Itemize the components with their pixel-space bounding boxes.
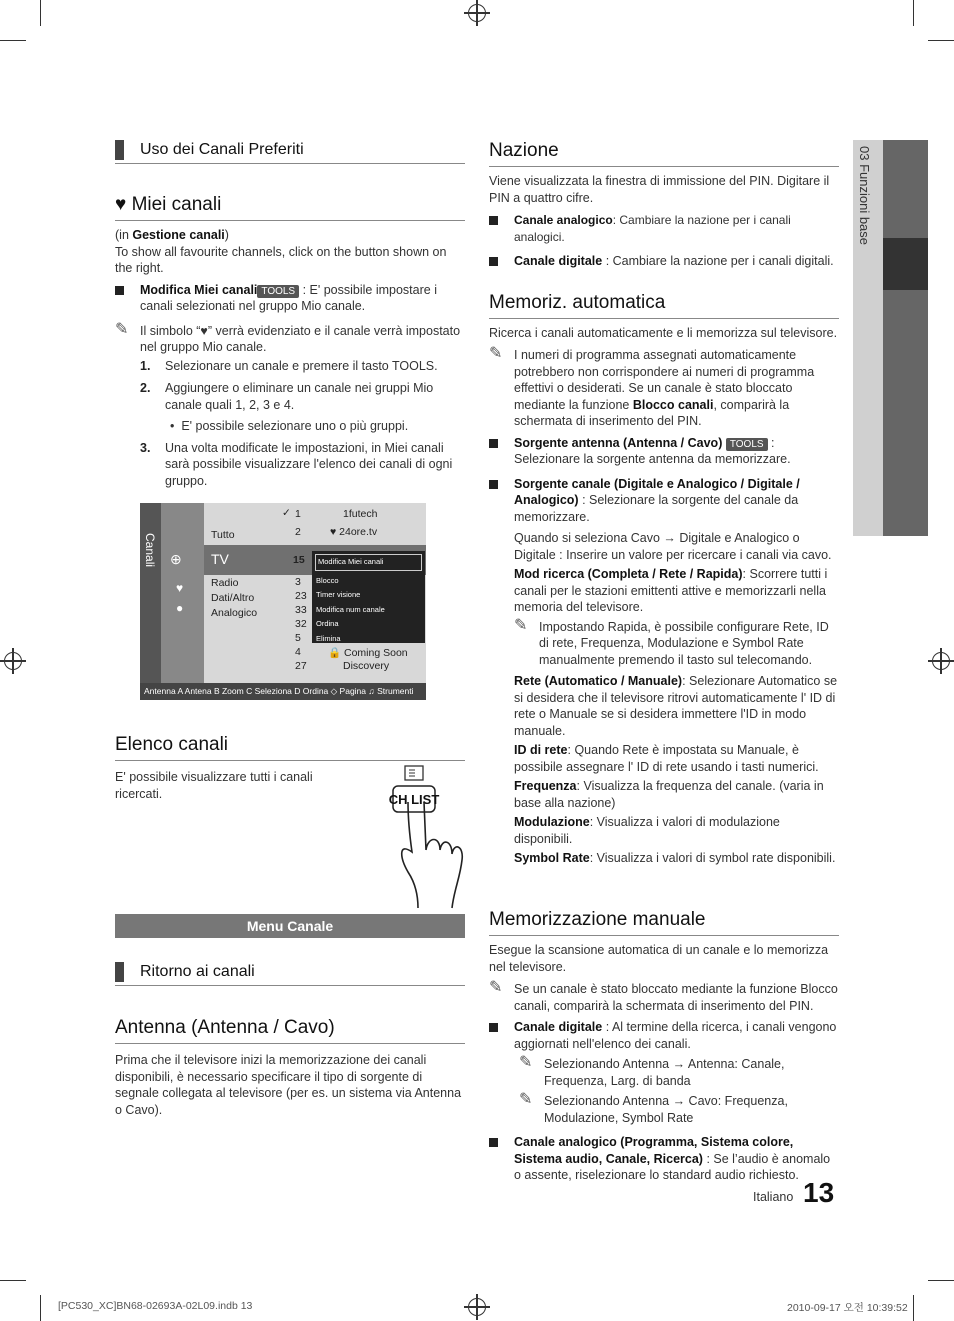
registration-mark-icon <box>932 652 950 670</box>
registration-mark-icon <box>4 652 22 670</box>
note-item: ✎ Se un canale è stato bloccato mediante la funzione Blocco canali, comparirà la schermata di inserimento del PIN. <box>489 979 838 1013</box>
bullet-item: Sorgente antenna (Antenna / Cavo) TOOLS : Selezionare la sorgente antenna da memorizzare. <box>489 435 839 468</box>
right-column: Nazione Viene visualizzata la finestra di immissione del PIN. Digitare il PIN a quattro cifre. Canale analogico: Cambiare la nazione per i canali analogici. Canale digitale : Cambiare la nazione per i canali digitali. Memoriz. automatica Ricerca i canali automaticamente e li memorizza sul televisore. ✎ I numeri di programma assegnati automaticamente potrebbero non corrispondere ai numeri di programma effettivi o desiderati. Se un canale è stato bloccato mediante la funzione Blocco canali, comparirà la schermata di inserimento del PIN. Sorgente antenna (Antenna / Cavo) TOOLS : Selezionare la sorgente antenna da memorizzare. Sorgente canale (Digitale e Analogico / Digitale / Analogico) : Selezionare la sorgente del canale da memorizzare. Quando si seleziona Cavo → Digitale e Analogico o Digitale : Inserire un valore per ricercare i canali via cavo. Mod ricerca (Completa / Rete / Rapida): Scorrere tutti i canali per le stazioni emittenti attive e memorizzarli nella memoria del televisore. ✎ Impostando Rapida, è possibile configurare Rete, ID di rete, Frequenza, Modulazione e Symbol Rate manualmente premendo il tasto sul telecomando. Rete (Automatico / Manuale): Selezionare Automatico se si desidera che il televisore ritrovi automaticamente l' ID di rete o Manuale se si desidera immettere l'ID in modo manuale. ID di rete: Quando Rete è impostata su Manuale, è possibile assegnare l' ID di rete usando i tasti numerici. Frequenza: Visualizza la frequenza del canale. (varia in base alla nazione) Modulazione: Visualizza i valori di modulazione disponibili. Symbol Rate: Visualizza i valori di symbol rate disponibili. <box>489 140 838 865</box>
heading-antenna: Antenna (Antenna / Cavo) <box>115 1017 465 1044</box>
text: To show all favourite channels, click on the button shown on the right. <box>115 244 447 275</box>
crop-mark <box>40 1295 41 1321</box>
crop-mark <box>913 0 914 26</box>
check-icon: ✓ <box>282 507 291 519</box>
section-antenna: Antenna (Antenna / Cavo) Prima che il televisore inizi la memorizzazione dei canali disponibili, è necessario specificare il tipo di sorgente di segnale collegata al televisore (per es. un sistema via Antenna o Cavo). <box>115 1017 465 1118</box>
bullet-item: Modifica Miei canali TOOLS : E' possibile impostare i canali selezionati nel gruppo Mio canale. <box>115 282 465 315</box>
page-language: Italiano <box>753 1190 794 1204</box>
chapter-tab <box>853 140 928 536</box>
crop-mark <box>40 0 41 26</box>
heart-icon: ♥ <box>176 581 184 595</box>
pencil-icon: ✎ <box>115 320 129 338</box>
sub-bullet: • E' possibile selezionare uno o più gruppi. <box>170 419 409 433</box>
crop-mark <box>0 1280 26 1281</box>
tools-icon: TOOLS <box>257 285 299 298</box>
note-item: ✎ Selezionando Antenna → Antenna: Canale, Frequenza, Larg. di banda <box>519 1054 785 1088</box>
heading-memoriz: Memoriz. automatica <box>489 292 839 319</box>
note-item: ✎ Impostando Rapida, è possibile configurare Rete, ID di rete, Frequenza, Modulazione e Symbol Rate manualmente premendo il tasto sul telecomando. <box>514 616 829 667</box>
osd-bottom-bar: Antenna A Antena B Zoom C Seleziona D Ordina ◇ Pagina ♫ Strumenti <box>140 683 426 700</box>
svg-text:CH LIST: CH LIST <box>388 792 440 807</box>
tools-icon: TOOLS <box>726 438 768 451</box>
section-ritorno: Ritorno ai canali <box>115 962 465 986</box>
osd-cat-tv: TV <box>211 551 229 567</box>
pencil-icon: ✎ <box>519 1054 533 1071</box>
section-elenco: Elenco canali E' possibile visualizzare tutti i canali ricercati. <box>115 734 465 802</box>
bullet-item: Canale digitale : Cambiare la nazione per i canali digitali. <box>489 253 839 270</box>
globe-icon: ● <box>176 601 184 615</box>
osd-cat-analogico: Analogico <box>211 607 258 619</box>
section-manuale: Memorizzazione manuale Esegue la scansione automatica di un canale e lo memorizza nel televisore. ✎ Se un canale è stato bloccato mediante la funzione Blocco canali, comparirà la schermata di inserimento del PIN. Canale digitale : Al termine della ricerca, i canali vengono aggiornati nell'elenco dei canali. ✎ Selezionando Antenna → Antenna: Canale, Frequenza, Larg. di banda ✎ Selezionando Antenna → Cavo: Frequenza, Modulazione, Symbol Rate Canale analogico (Programma, Sistema colore, Sistema audio, Canale, Ricerca) : Se l’audio è anomalo o assente, riselezionare lo standard audio richiesto. <box>489 909 838 1182</box>
osd-tools-menu: Modifica Miei canali Blocco Timer visione Modifica num canale Ordina Elimina <box>312 551 425 643</box>
registration-mark-icon <box>468 1298 486 1316</box>
heading-manuale: Memorizzazione manuale <box>489 909 839 936</box>
step-2: 2. Aggiungere o eliminare un canale nei gruppi Mio canale quali 1, 2, 3 e 4. <box>140 381 434 412</box>
heading-nazione: Nazione <box>489 140 839 167</box>
pencil-icon: ✎ <box>489 345 503 362</box>
footer-date: 2010-09-17 오전 10:39:52 <box>787 1302 908 1314</box>
registration-mark-icon <box>468 4 486 22</box>
channel-list-screenshot: Canali ⊕ ♥ ● Tutto TV Radio Dati/Altro Analogico ✓ 1 2 15 3 23 33 32 5 4 27 1futech ♥ 24ore.tv 🔒 Coming Soon Discovery Modifica Miei canali Blocco Timer visione Modifica num canale Ordina Elimina Antenna A Antena B Zoom C Seleziona D Ordina ◇ Pagina ♫ Strumenti <box>140 503 426 700</box>
remote-hand-icon <box>388 762 468 910</box>
osd-cat-radio: Radio <box>211 577 239 589</box>
crop-mark <box>928 40 954 41</box>
heading-elenco-canali: Elenco canali <box>115 734 465 761</box>
osd-icons <box>161 503 204 683</box>
bullet-item: Canale analogico: Cambiare la nazione per i canali analogici. <box>489 212 839 245</box>
osd-cat-tutto: Tutto <box>211 529 235 541</box>
step-1: 1. Selezionare un canale e premere il tasto TOOLS. <box>140 358 438 373</box>
page-number: 13 <box>803 1177 835 1208</box>
pencil-icon: ✎ <box>514 616 528 634</box>
section-uso-canali: Uso dei Canali Preferiti <box>115 140 465 164</box>
text: (in Gestione canali) <box>115 228 229 242</box>
crop-mark <box>928 1280 954 1281</box>
note-item: ✎ Selezionando Antenna → Cavo: Frequenza, Modulazione, Symbol Rate <box>519 1091 788 1125</box>
note-item: ✎ I numeri di programma assegnati automaticamente potrebbero non corrispondere ai numeri di programma effettivi o desiderati. Se un canale è stato bloccato mediante la funzione Blocco canali, comparirà la schermata di inserimento del PIN. <box>489 345 815 428</box>
bullet-item: Sorgente canale (Digitale e Analogico / Digitale / Analogico) : Selezionare la sorgente del canale da memorizzare. <box>489 476 839 526</box>
chapter-label: 03 Funzioni base <box>857 146 872 246</box>
menu-canale-bar: Menu Canale <box>115 914 465 938</box>
left-column <box>115 140 465 489</box>
pencil-icon: ✎ <box>489 979 503 996</box>
note-item: ✎ Il simbolo “♥” verrà evidenziato e il canale verrà impostato nel gruppo Mio canale. <box>115 320 461 354</box>
bullet-item: Canale digitale : Al termine della ricerca, i canali vengono aggiornati nell'elenco dei canali. <box>489 1019 839 1052</box>
osd-cat-dati: Dati/Altro <box>211 592 255 604</box>
crop-mark <box>913 1295 914 1321</box>
heart-icon: ♥ <box>115 194 132 215</box>
step-3: 3. Una volta modificate le impostazioni, in Miei canali sarà possibile visualizzare l'elenco dei canali di ogni gruppo. <box>140 440 453 488</box>
osd-side-label: Canali <box>143 533 157 568</box>
footer-file: [PC530_XC]BN68-02693A-02L09.indb 13 <box>58 1300 253 1312</box>
heading-miei-canali: ♥ Miei canali <box>115 194 465 221</box>
satellite-icon: ⊕ <box>170 551 182 567</box>
pencil-icon: ✎ <box>519 1091 533 1108</box>
crop-mark <box>0 40 26 41</box>
bullet-item: Canale analogico (Programma, Sistema colore, Sistema audio, Canale, Ricerca) : Se l’audio è anomalo o assente, riselezionare lo standard audio richiesto. <box>489 1134 839 1184</box>
